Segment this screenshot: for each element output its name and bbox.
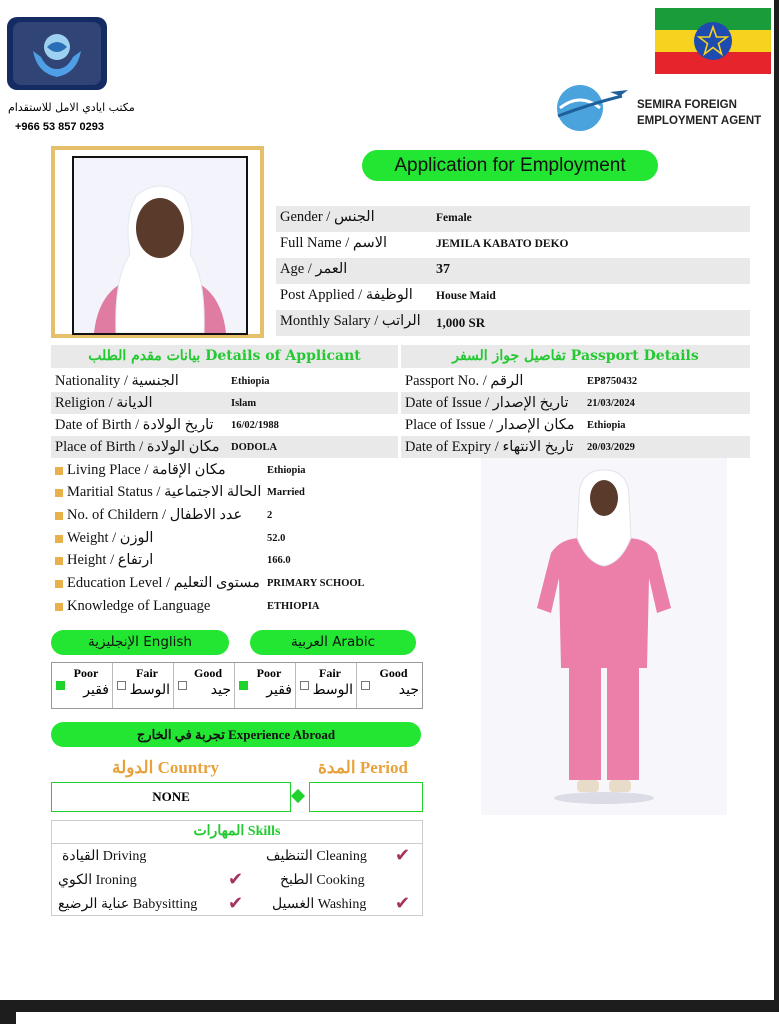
level-label-arabic: جيد [398, 682, 419, 698]
page-title: Application for Employment [362, 150, 658, 181]
agent-globe-logo [550, 82, 630, 134]
agent-name-line1: SEMIRA FOREIGN [637, 99, 737, 111]
arabic-poor-checkbox[interactable] [239, 681, 248, 690]
country-heading: الدولة Country [112, 758, 219, 777]
english-poor-checkbox[interactable] [56, 681, 65, 690]
detail-label: Religion / الديانة [55, 395, 153, 411]
check-icon: ✔ [228, 869, 244, 890]
info-label: Monthly Salary / الراتب [280, 313, 421, 329]
arabic-good-checkbox[interactable] [361, 681, 370, 690]
agent-name-line2: EMPLOYMENT AGENT [637, 115, 762, 127]
period-field[interactable] [309, 782, 423, 812]
arabic-fair-checkbox[interactable] [300, 681, 309, 690]
bullet-icon [55, 489, 63, 497]
detail-value: DODOLA [231, 442, 278, 453]
info-label: Post Applied / الوظيفة [280, 287, 413, 303]
applicant-row-place-of-birth [51, 436, 398, 458]
info-row-post-applied [276, 284, 750, 310]
office-logo [7, 17, 107, 90]
full-body-photo [481, 458, 727, 815]
bullet-icon [55, 557, 63, 565]
personal-row-marital-status [51, 482, 421, 504]
passport-row-place-of-issue [401, 414, 750, 436]
skills-box [51, 820, 423, 916]
check-icon: ✔ [395, 845, 411, 866]
detail-label: Date of Issue / تاريخ الإصدار [405, 395, 569, 411]
detail-label: Place of Issue / مكان الإصدار [405, 417, 575, 433]
skill-babysitting: عناية الرضيع Babysitting [58, 897, 198, 912]
bullet-icon [55, 603, 63, 611]
english-good-checkbox[interactable] [178, 681, 187, 690]
detail-label: Date of Birth / تاريخ الولادة [55, 417, 214, 433]
level-label: Fair [319, 666, 341, 680]
arabic-level-poor[interactable] [235, 663, 296, 708]
detail-value: 16/02/1988 [231, 420, 279, 431]
portrait-photo-frame [51, 146, 264, 338]
personal-row-height [51, 550, 421, 572]
bullet-icon [55, 467, 63, 475]
bullet-icon [55, 512, 63, 520]
info-value: Female [436, 212, 472, 224]
next-page-edge [16, 1012, 779, 1024]
personal-label: Weight / الوزن [67, 530, 154, 546]
check-icon: ✔ [228, 893, 244, 914]
bullet-icon [55, 535, 63, 543]
applicant-row-date-of-birth [51, 414, 398, 436]
info-row-full-name [276, 232, 750, 258]
arabic-level-good[interactable] [357, 663, 422, 708]
personal-row-children [51, 505, 421, 527]
language-level-grid [51, 662, 423, 709]
personal-value: PRIMARY SCHOOL [267, 578, 365, 589]
level-label: Fair [136, 666, 158, 680]
detail-value: Ethiopia [231, 376, 270, 387]
info-row-gender [276, 206, 750, 232]
skill-cleaning: التنظيف Cleaning [266, 849, 367, 864]
level-label-arabic: الوسط [129, 682, 170, 698]
info-row-age [276, 258, 750, 284]
personal-row-language-knowledge [51, 596, 421, 618]
personal-row-weight [51, 528, 421, 550]
english-language-label: الإنجليزية English [51, 630, 229, 655]
info-value: House Maid [436, 290, 496, 302]
personal-value: 166.0 [267, 555, 291, 566]
personal-label: Knowledge of Language [67, 598, 211, 614]
detail-value: Ethiopia [587, 420, 626, 431]
personal-label: Living Place / مكان الإقامة [67, 462, 226, 478]
arabic-level-fair[interactable] [296, 663, 357, 708]
detail-value: EP8750432 [587, 376, 638, 387]
bullet-icon [55, 580, 63, 588]
office-name-arabic: مكتب ايادي الامل للاستقدام [8, 101, 135, 114]
detail-value: 20/03/2029 [587, 442, 635, 453]
detail-label: Nationality / الجنسية [55, 373, 179, 389]
detail-value: Islam [231, 398, 257, 409]
detail-label: Place of Birth / مكان الولادة [55, 439, 220, 455]
passport-details-heading: تفاصيل جواز السفر Passport Details [401, 345, 750, 368]
skill-ironing: الكوي Ironing [58, 873, 137, 888]
skill-driving: القيادة Driving [62, 849, 147, 864]
personal-value: Ethiopia [267, 465, 306, 476]
level-label: Poor [73, 666, 99, 680]
personal-label: Maritial Status / الحالة الاجتماعية [67, 484, 262, 500]
agent-name [637, 97, 761, 129]
diamond-icon [291, 789, 305, 803]
personal-row-education [51, 573, 421, 595]
skill-washing: الغسيل Washing [272, 897, 367, 912]
applicant-details-heading: بيانات مقدم الطلب Details of Applicant [51, 345, 398, 368]
experience-abroad-heading: تجربة في الخارج Experience Abroad [51, 722, 421, 747]
period-heading: المدة Period [318, 758, 408, 777]
level-label-arabic: فقير [83, 682, 109, 698]
arabic-language-label: العربية Arabic [250, 630, 416, 655]
personal-label: Height / ارتفاع [67, 552, 154, 568]
english-level-poor[interactable] [52, 663, 113, 708]
info-label: Age / العمر [280, 261, 348, 277]
personal-value: 2 [267, 510, 273, 521]
info-value: 37 [436, 262, 450, 277]
passport-row-date-of-issue [401, 392, 750, 414]
level-label: Good [379, 666, 408, 680]
personal-label: No. of Childern / عدد الاطفال [67, 507, 243, 523]
detail-value: 21/03/2024 [587, 398, 635, 409]
level-label-arabic: فقير [266, 682, 292, 698]
english-level-fair[interactable] [113, 663, 174, 708]
portrait-photo [72, 156, 248, 335]
level-label-arabic: الوسط [312, 682, 353, 698]
personal-value: Married [267, 487, 305, 498]
info-label: Full Name / الاسم [280, 235, 388, 251]
skills-heading: المهارات Skills [52, 821, 422, 844]
ethiopia-flag [655, 8, 771, 74]
detail-label: Passport No. / الرقم [405, 373, 524, 389]
level-label: Poor [256, 666, 282, 680]
passport-row-number [401, 370, 750, 392]
english-level-good[interactable] [174, 663, 235, 708]
passport-row-date-of-expiry [401, 436, 750, 458]
info-row-monthly-salary [276, 310, 750, 336]
country-field[interactable]: NONE [51, 782, 291, 812]
skill-cooking: الطبخ Cooking [280, 873, 365, 888]
english-fair-checkbox[interactable] [117, 681, 126, 690]
level-label: Good [193, 666, 222, 680]
applicant-row-religion [51, 392, 398, 414]
applicant-row-nationality [51, 370, 398, 392]
check-icon: ✔ [395, 893, 411, 914]
info-value: JEMILA KABATO DEKO [436, 238, 569, 250]
personal-value: 52.0 [267, 533, 286, 544]
level-label-arabic: جيد [210, 682, 231, 698]
office-phone: +966 53 857 0293 [15, 121, 105, 133]
info-value: 1,000 SR [436, 315, 486, 330]
personal-label: Education Level / مستوى التعليم [67, 575, 260, 591]
personal-value: ETHIOPIA [267, 601, 320, 612]
detail-label: Date of Expiry / تاريخ الانتهاء [405, 439, 574, 455]
personal-row-living-place [51, 460, 421, 482]
info-label: Gender / الجنس [280, 209, 375, 225]
